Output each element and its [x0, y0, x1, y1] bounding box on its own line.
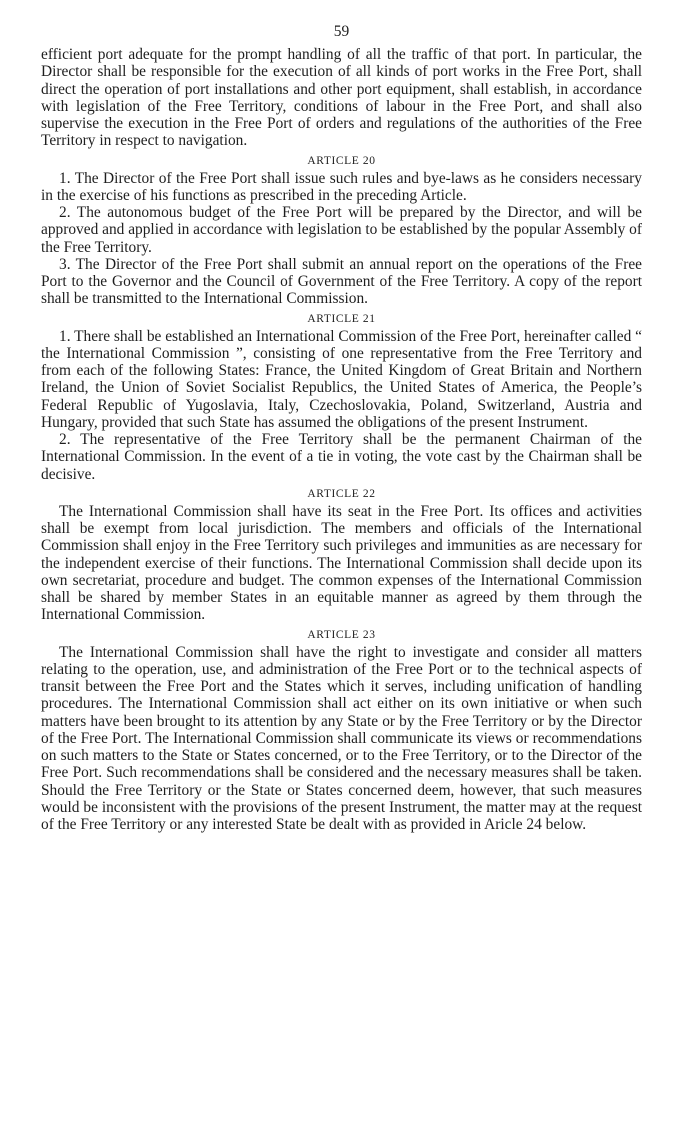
article-paragraph: The International Commission shall have its seat in the Free Port. Its offices and activities shall be exempt from local jurisdiction. The members and officials of the International Commission shall enjoy in the Free Territory such privileges and immunities as are necessary for the independent exercise of their functions. The International Commission shall decide upon its own secretariat, procedure and budget. The common expenses of the International Commission shall be shared by member States in an equitable manner as agreed by them through the International Commission.	[41, 502, 642, 624]
article-heading: ARTICLE 21	[307, 312, 376, 325]
article-paragraph: 1. There shall be established an International Commission of the Free Port, hereinafter called “ the International Commission ”, consisting of one representative from the Free Territory and from each of the following States: France, the United Kingdom of Great Britain and Northern Ireland, the Union of Soviet Socialist Republics, the United States of America, the People’s Federal Republic of Yugoslavia, Italy, Czechoslovakia, Poland, Switzerland, Austria and Hungary, provided that such State has assumed the obligations of the present Instrument.	[41, 327, 642, 431]
article-21	[41, 311, 642, 483]
intro-paragraph: efficient port adequate for the prompt handling of all the traffic of that port. In particular, the Director shall be responsible for the execution of all kinds of port works in the Free Port, shall direct the operation of port installations and other port equipment, shall establish, in accordance with legislation of the Free Territory, conditions of labour in the Free Port, and shall also supervise the execution in the Free Port of orders and regulations of the authorities of the Free Territory in respect to navigation.	[41, 46, 642, 150]
article-heading: ARTICLE 20	[307, 154, 376, 167]
page-number: 59	[333, 23, 350, 40]
article-heading: ARTICLE 23	[307, 628, 376, 641]
article-heading: ARTICLE 22	[307, 487, 376, 500]
article-20	[41, 153, 642, 308]
article-paragraph: 2. The representative of the Free Territory shall be the permanent Chairman of the International Commission. In the event of a tie in voting, the vote cast by the Chairman shall be decisive.	[41, 431, 642, 483]
article-paragraph: 2. The autonomous budget of the Free Port will be prepared by the Director, and will be approved and applied in accordance with legislation to be established by the popular Assembly of the Free Territory.	[41, 204, 642, 256]
article-23	[41, 627, 642, 834]
article-paragraph: 1. The Director of the Free Port shall issue such rules and bye-laws as he considers necessary in the exercise of his functions as prescribed in the preceding Article.	[41, 169, 642, 204]
article-paragraph: 3. The Director of the Free Port shall submit an annual report on the operations of the Free Port to the Governor and the Council of Government of the Free Territory. A copy of the report shall be transmitted to the International Commission.	[41, 255, 642, 308]
article-paragraph: The International Commission shall have the right to investigate and consider all matters relating to the operation, use, and administration of the Free Port or to the technical aspects of transit between the Free Port and the States which it serves, including unification of handling procedures. The International Commission shall act either on its own initiative or when such matters have been brought to its attention by any State or by the Free Territory or by the Director of the Free Port. The International Commission shall communicate its views or recommendations on such matters to the State or States concerned, or to the Free Territory, or to the Director of the Free Port. Such recommendations shall be considered and the necessary measures shall be taken. Should the Free Territory or the State or States concerned deem, however, that such measures would be inconsistent with the provisions of the present Instrument, the matter may at the request of the Free Territory or any interested State be dealt with as provided in Aricle 24 below.	[41, 643, 642, 833]
article-22	[41, 486, 642, 624]
